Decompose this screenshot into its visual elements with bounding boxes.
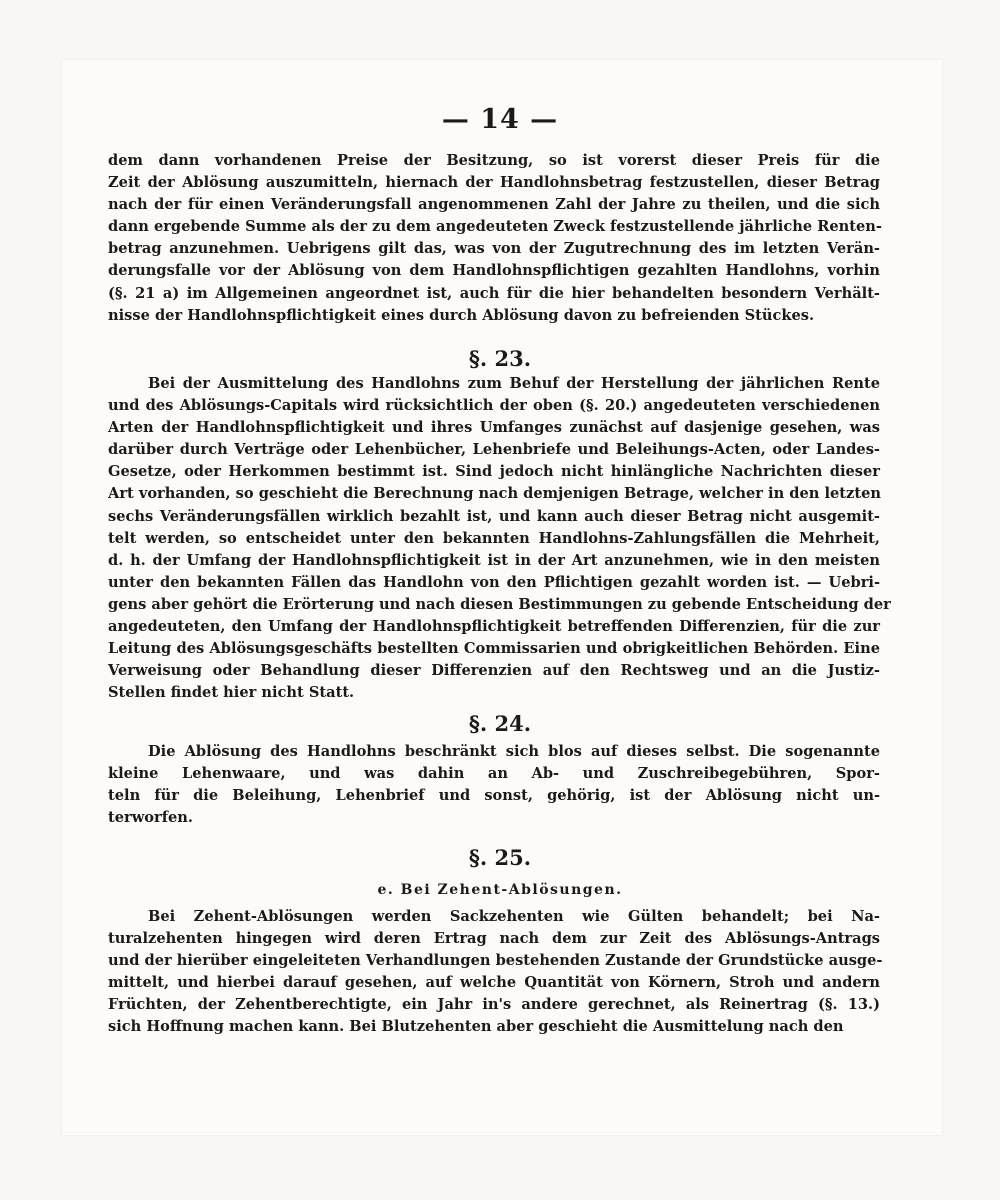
text-line: sich Hoffnung machen kann. Bei Blutzehenten aber geschieht die Ausmittelung nach den xyxy=(108,1018,844,1036)
text-line: derungsfalle vor der Ablösung von dem Handlohnspflichtigen gezahlten Handlohns, vorhin xyxy=(108,262,880,280)
text-line: terworfen. xyxy=(108,809,193,827)
text-line: darüber durch Verträge oder Lehenbücher, Lehenbriefe und Beleihungs-Acten, oder Landes- xyxy=(108,441,880,459)
text-line: Bei der Ausmittelung des Handlohns zum Behuf der Herstellung der jährlichen Rente xyxy=(148,375,880,392)
text-line: dem dann vorhandenen Preise der Besitzung, so ist vorerst dieser Preis für die xyxy=(108,152,880,169)
text-line: nach der für einen Veränderungsfall angenommenen Zahl der Jahre zu theilen, und die sich xyxy=(108,196,880,214)
text-line: und der hierüber eingeleiteten Verhandlungen bestehenden Zustande der Grundstücke ausge- xyxy=(108,952,883,970)
text-line: Leitung des Ablösungsgeschäfts bestellten Commissarien und obrigkeitlichen Behörden. Eine xyxy=(108,640,880,658)
paragraph-section-24 xyxy=(108,741,880,829)
text-line: telt werden, so entscheidet unter den bekannten Handlohns-Zahlungsfällen die Mehrheit, xyxy=(108,529,880,547)
text-line: teln für die Beleihung, Lehenbrief und sonst, gehörig, ist der Ablösung nicht un- xyxy=(108,787,880,805)
text-line: gens aber gehört die Erörterung und nach diesen Bestimmungen zu gebende Entscheidung der xyxy=(108,595,891,613)
text-line: Arten der Handlohnspflichtigkeit und ihres Umfanges zunächst auf dasjenige gesehen, was xyxy=(108,419,880,437)
text-line: Art vorhanden, so geschieht die Berechnung nach demjenigen Betrage, welcher in den letzten xyxy=(108,485,881,503)
page-number: — 14 — xyxy=(441,104,559,135)
text-line: Gesetze, oder Herkommen bestimmt ist. Sind jedoch nicht hinlängliche Nachrichten dieser xyxy=(108,463,880,481)
text-line: Früchten, der Zehentberechtigte, ein Jahr in's andere gerechnet, als Reinertrag (§. 13.) xyxy=(108,996,880,1014)
text-line: dann ergebende Summe als der zu dem angedeuteten Zweck festzustellende jährliche Renten- xyxy=(108,218,882,236)
text-line: mittelt, und hierbei darauf gesehen, auf welche Quantität von Körnern, Stroh und andern xyxy=(108,974,880,992)
section-heading-23: §. 23. xyxy=(468,346,532,371)
text-line: Die Ablösung des Handlohns beschränkt sich blos auf dieses selbst. Die sogenannte xyxy=(148,743,880,760)
text-line: kleine Lehenwaare, und was dahin an Ab- und Zuschreibegebühren, Spor- xyxy=(108,765,880,783)
section-heading-24: §. 24. xyxy=(468,711,532,736)
subheading-zehent: e. Bei Zehent-Ablösungen. xyxy=(377,882,623,898)
text-line: nisse der Handlohnspflichtigkeit eines durch Ablösung davon zu befreienden Stückes. xyxy=(108,306,815,324)
text-line: turalzehenten hingegen wird deren Ertrag nach dem zur Zeit des Ablösungs-Antrags xyxy=(108,930,880,948)
paragraph-section-25 xyxy=(108,906,883,1039)
text-line: unter den bekannten Fällen das Handlohn von den Pflichtigen gezahlt worden ist. — Uebri- xyxy=(108,573,880,591)
text-line: Stellen findet hier nicht Statt. xyxy=(108,684,355,702)
text-line: angedeuteten, den Umfang der Handlohnspflichtigkeit betreffenden Differenzien, für die zur xyxy=(108,618,880,636)
text-line: (§. 21 a) im Allgemeinen angeordnet ist, auch für die hier behandelten besondern Verhält- xyxy=(108,284,880,302)
text-line: und des Ablösungs-Capitals wird rücksichtlich der oben (§. 20.) angedeuteten verschiedenen xyxy=(108,397,880,415)
text-line: betrag anzunehmen. Uebrigens gilt das, was von der Zugutrechnung des im letzten Verän- xyxy=(108,240,880,258)
paragraph-continuation xyxy=(108,150,880,327)
text-line: Zeit der Ablösung auszumitteln, hiernach der Handlohnsbetrag festzustellen, dieser Betrag xyxy=(108,174,880,192)
text-line: Verweisung oder Behandlung dieser Differenzien auf den Rechtsweg und an die Justiz- xyxy=(108,662,880,680)
section-heading-25: §. 25. xyxy=(468,845,532,870)
paragraph-section-23 xyxy=(108,373,891,704)
text-line: d. h. der Umfang der Handlohnspflichtigkeit ist in der Art anzunehmen, wie in den meisten xyxy=(108,551,880,569)
text-line: Bei Zehent-Ablösungen werden Sackzehenten wie Gülten behandelt; bei Na- xyxy=(148,908,880,925)
text-line: sechs Veränderungsfällen wirklich bezahlt ist, und kann auch dieser Betrag nicht ausgemit- xyxy=(108,507,880,525)
